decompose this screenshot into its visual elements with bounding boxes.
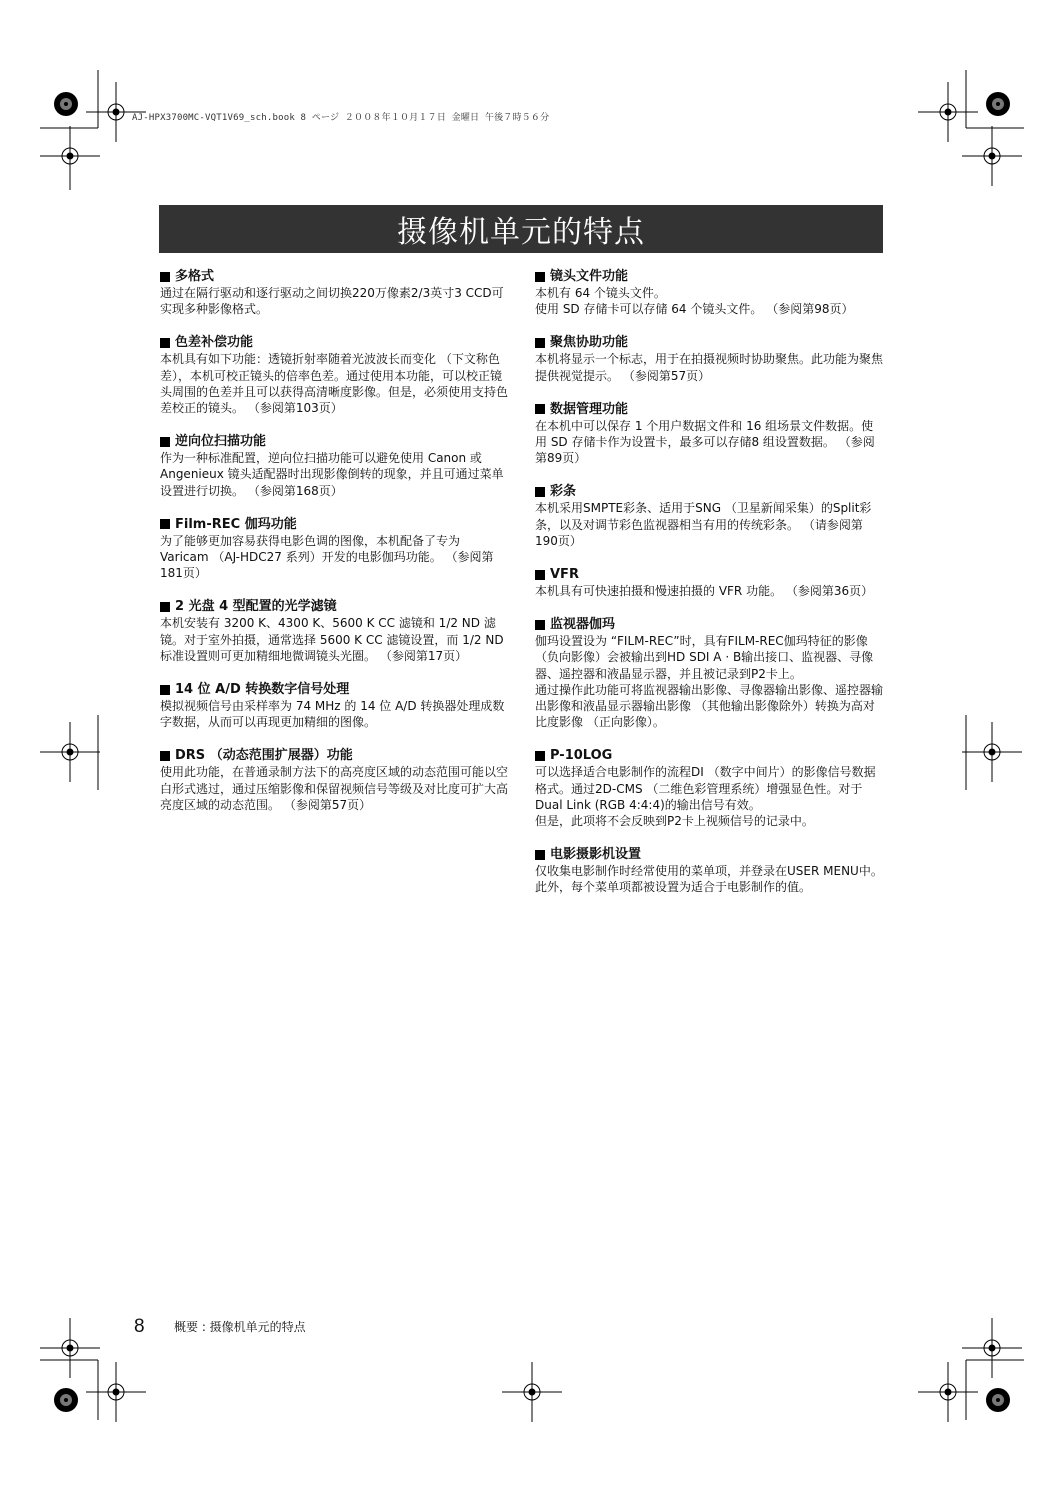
feature-heading-text: P-10LOG bbox=[550, 748, 613, 764]
feature-description bbox=[160, 285, 510, 317]
square-bullet-icon bbox=[160, 272, 170, 282]
print-header: AJ-HPX3700MC-VQT1V69_sch.book 8 ページ ２００８年１０月１７日 金曜日 午後７時５６分 bbox=[132, 113, 550, 123]
feature-heading bbox=[160, 681, 510, 698]
feature-description bbox=[535, 633, 885, 730]
feature-paragraph: 在本机中可以保存 1 个用户数据文件和 16 组场景文件数据。使用 SD 存储卡作为设置卡，最多可以存储8 组设置数据。 （参阅第89页） bbox=[535, 418, 875, 466]
feature-paragraph: 模拟视频信号由采样率为 74 MHz 的 14 位 A/D 转换器处理成数字数据，从而可以再现更加精细的图像。 bbox=[160, 699, 505, 730]
feature-description bbox=[535, 351, 885, 383]
feature-description bbox=[160, 615, 510, 664]
square-bullet-icon bbox=[160, 602, 170, 612]
feature-heading bbox=[160, 268, 510, 285]
registration-target-bottom-left bbox=[54, 1388, 78, 1412]
feature-paragraph: 作为一种标准配置，逆向位扫描功能可以避免使用 Canon 或 Angenieux 镜头适配器时出现影像倒转的现象，并且可通过菜单设置进行切换。 （参阅第168页） bbox=[160, 451, 504, 498]
feature-heading bbox=[535, 334, 885, 351]
feature-description bbox=[535, 764, 885, 829]
feature-paragraph: 本机具有可快速拍摄和慢速拍摄的 VFR 功能。 （参阅第36页） bbox=[535, 584, 874, 599]
feature-paragraph: 仅收集电影制作时经常使用的菜单项，并登录在USER MENU中。此外，每个菜单项都被设置为适合于电影制作的值。 bbox=[535, 864, 883, 895]
feature-paragraph: 使用此功能，在普通录制方法下的高亮度区域的动态范围可能以空白形式逃过，通过压缩影像和保留视频信号等级及对比度可扩大高亮度区域的动态范围。 （参阅第57页） bbox=[160, 765, 509, 812]
feature-paragraph: 伽玛设置设为 “FILM-REC”时，具有FILM-REC伽玛特征的影像 （负向影像）会被输出到HD SDI A · B输出接口、监视器、寻像器、遥控器和液晶显示器，并且被记录到P2卡上。 bbox=[535, 634, 874, 681]
square-bullet-icon bbox=[535, 850, 545, 860]
feature-section bbox=[160, 516, 510, 582]
square-bullet-icon bbox=[160, 685, 170, 695]
square-bullet-icon bbox=[160, 519, 170, 529]
feature-heading-text: 彩条 bbox=[550, 484, 577, 500]
feature-heading-text: 色差补偿功能 bbox=[175, 335, 254, 351]
feature-paragraph: 但是，此项将不会反映到P2卡上视频信号的记录中。 bbox=[535, 814, 814, 829]
feature-heading bbox=[535, 268, 885, 285]
feature-description bbox=[160, 698, 510, 730]
feature-description bbox=[535, 285, 885, 317]
feature-heading bbox=[535, 616, 885, 633]
square-bullet-icon bbox=[535, 272, 545, 282]
feature-heading-text: 逆向位扫描功能 bbox=[175, 434, 267, 450]
feature-heading bbox=[160, 747, 510, 764]
feature-paragraph: 本机有 64 个镜头文件。 bbox=[535, 286, 666, 300]
feature-heading bbox=[160, 598, 510, 615]
feature-heading bbox=[535, 846, 885, 863]
feature-paragraph: 本机采用SMPTE彩条、适用于SNG （卫星新闻采集）的Split彩条，以及对调节彩色监视器相当有用的传统彩条。 （请参阅第190页） bbox=[535, 501, 872, 548]
feature-section bbox=[535, 747, 885, 829]
feature-heading-text: 监视器伽玛 bbox=[550, 617, 616, 633]
feature-heading bbox=[535, 483, 885, 500]
square-bullet-icon bbox=[535, 620, 545, 630]
feature-section bbox=[535, 401, 885, 467]
feature-paragraph: 本机将显示一个标志，用于在拍摄视频时协助聚焦。此功能为聚焦提供视觉提示。 （参阅第57页） bbox=[535, 352, 884, 383]
square-bullet-icon bbox=[535, 751, 545, 761]
square-bullet-icon bbox=[160, 338, 170, 348]
feature-heading bbox=[535, 747, 885, 764]
feature-section bbox=[535, 483, 885, 549]
feature-section bbox=[535, 566, 885, 599]
feature-section bbox=[160, 681, 510, 730]
feature-heading bbox=[535, 401, 885, 418]
feature-description bbox=[160, 764, 510, 813]
feature-description bbox=[160, 450, 510, 499]
feature-paragraph: 可以选择适合电影制作的流程DI （数字中间片）的影像信号数据格式。通过2D-CMS （二维色彩管理系统）增强显色性。对于 Dual Link (RGB 4:4:4)的输出信号有效。 bbox=[535, 765, 876, 812]
feature-paragraph: 通过在隔行驱动和逐行驱动之间切换220万像素2/3英寸3 CCD可实现多种影像格式。 bbox=[160, 286, 504, 317]
feature-section bbox=[160, 268, 510, 317]
feature-heading-text: VFR bbox=[550, 567, 579, 583]
feature-section bbox=[535, 334, 885, 383]
feature-heading bbox=[160, 516, 510, 533]
page-number: 8 bbox=[134, 1316, 145, 1337]
feature-heading-text: 2 光盘 4 型配置的光学滤镜 bbox=[175, 599, 337, 615]
feature-section bbox=[160, 598, 510, 664]
feature-paragraph: 本机具有如下功能：透镜折射率随着光波波长而变化 （下文称色差），本机可校正镜头的倍率色差。通过使用本功能，可以校正镜头周围的色差并且可以获得高清晰度影像。但是，必须使用支持色差校正的镜头。 （参阅第103页） bbox=[160, 352, 509, 416]
left-column bbox=[160, 268, 510, 830]
feature-heading-text: 14 位 A/D 转换数字信号处理 bbox=[175, 682, 350, 698]
footer-section-title: 概要 : 摄像机单元的特点 bbox=[174, 1320, 306, 1334]
feature-section bbox=[160, 747, 510, 813]
registration-target-top-left bbox=[54, 92, 78, 116]
square-bullet-icon bbox=[160, 437, 170, 447]
square-bullet-icon bbox=[535, 487, 545, 497]
square-bullet-icon bbox=[535, 404, 545, 414]
feature-section bbox=[535, 846, 885, 895]
square-bullet-icon bbox=[160, 751, 170, 761]
feature-description bbox=[160, 533, 510, 582]
feature-heading bbox=[160, 433, 510, 450]
feature-paragraph: 使用 SD 存储卡可以存储 64 个镜头文件。 （参阅第98页） bbox=[535, 302, 854, 317]
feature-heading-text: DRS （动态范围扩展器）功能 bbox=[175, 748, 353, 764]
right-column bbox=[535, 268, 885, 913]
feature-paragraph: 通过操作此功能可将监视器输出影像、寻像器输出影像、遥控器输出影像和液晶显示器输出影像 （其他输出影像除外）转换为高对比度影像 （正向影像）。 bbox=[535, 682, 884, 730]
feature-paragraph: 本机安装有 3200 K、4300 K、5600 K CC 滤镜和 1/2 ND 滤镜。对于室外拍摄，通常选择 5600 K CC 滤镜设置，而 1/2 ND 标准设置则可更加精细地微调镜头光圈。 （参阅第17页） bbox=[160, 616, 504, 663]
feature-heading-text: 多格式 bbox=[175, 269, 215, 284]
feature-section bbox=[535, 616, 885, 730]
square-bullet-icon bbox=[535, 338, 545, 348]
feature-heading bbox=[535, 566, 885, 583]
feature-paragraph: 为了能够更加容易获得电影色调的图像，本机配备了专为 Varicam （AJ-HDC27 系列）开发的电影伽玛功能。 （参阅第181页） bbox=[160, 533, 494, 581]
feature-section bbox=[160, 433, 510, 499]
page-title: 摄像机单元的特点 bbox=[159, 205, 883, 253]
feature-description bbox=[535, 583, 885, 599]
square-bullet-icon bbox=[535, 570, 545, 580]
feature-section bbox=[535, 268, 885, 317]
feature-heading-text: 镜头文件功能 bbox=[550, 269, 629, 284]
feature-section bbox=[160, 334, 510, 416]
feature-description bbox=[535, 418, 885, 467]
registration-target-top-right bbox=[986, 92, 1010, 116]
registration-target-bottom-right bbox=[986, 1388, 1010, 1412]
feature-heading-text: Film-REC 伽玛功能 bbox=[175, 516, 297, 532]
feature-description bbox=[160, 351, 510, 416]
feature-description bbox=[535, 863, 885, 895]
feature-description bbox=[535, 500, 885, 549]
feature-heading bbox=[160, 334, 510, 351]
feature-heading-text: 数据管理功能 bbox=[550, 401, 629, 417]
feature-heading-text: 聚焦协助功能 bbox=[550, 335, 629, 351]
feature-heading-text: 电影摄影机设置 bbox=[550, 847, 642, 863]
